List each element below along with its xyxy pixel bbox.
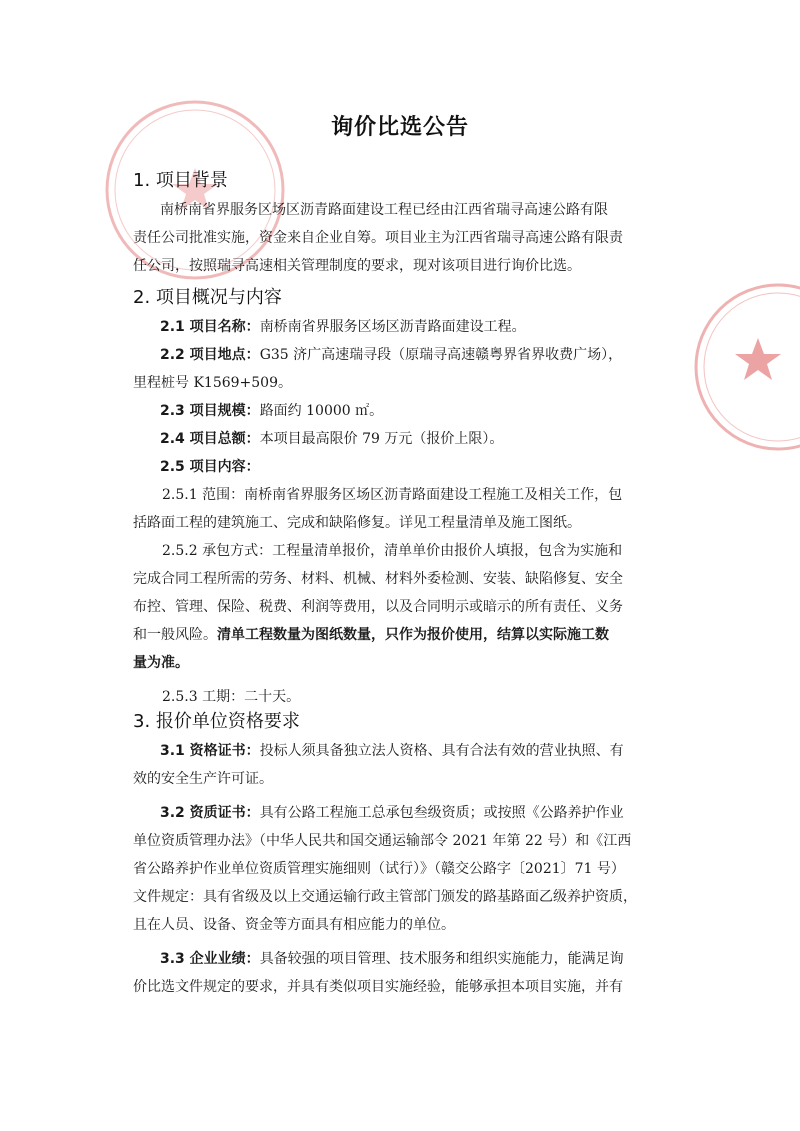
item-text: 本项目最高限价 79 万元（报价上限）。 (259, 431, 504, 447)
item-text: 具备较强的项目管理、技术服务和组织实施能力，能满足询 (259, 951, 624, 967)
item-text: 投标人须具备独立法人资格、具有合法有效的营业执照、有 (259, 743, 624, 759)
paragraph-line: 责任公司批准实施，资金来自企业自筹。项目业主为江西省瑞寻高速公路有限责 (133, 230, 623, 246)
item-2-3 (133, 397, 673, 425)
item-3-2-cont: 省公路养护作业单位资质管理实施细则（试行）》（赣交公路字〔2021〕71 号） (133, 861, 625, 877)
item-2-5-2-cont: 布控、管理、保险、税费、利润等费用，以及合同明示或暗示的所有责任、义务 (133, 599, 623, 615)
item-2-4 (133, 425, 673, 453)
section-heading-1: 1. 项目背景 (133, 170, 228, 191)
item-3-1-cont: 效的安全生产许可证。 (133, 771, 273, 787)
item-3-2-cont: 且在人员、设备、资金等方面具有相应能力的单位。 (133, 917, 455, 933)
item-2-5-2: 2.5.2 承包方式：工程量清单报价，清单单价由报价人填报，包含为实施和 (162, 543, 623, 559)
item-label: 2.4 项目总额： (160, 431, 260, 447)
item-label: 2.5 项目内容： (160, 459, 260, 475)
project-overview (133, 313, 673, 711)
plain-text: 和一般风险。 (133, 627, 217, 643)
item-text: 南桥南省界服务区场区沥青路面建设工程。 (259, 319, 526, 335)
item-3-2-cont: 单位资质管理办法》（中华人民共和国交通运输部令 2021 年第 22 号）和《江西 (133, 833, 632, 849)
item-2-5-2-bold-end: 量为准。 (133, 655, 189, 671)
item-text: 路面约 10000 ㎡。 (259, 403, 384, 419)
item-2-5-1-cont: 括路面工程的建筑施工、完成和缺陷修复。详见工程量清单及施工图纸。 (133, 515, 581, 531)
item-label: 3.3 企业业绩： (160, 951, 260, 967)
paragraph-line: 任公司，按照瑞寻高速相关管理制度的要求，现对该项目进行询价比选。 (133, 258, 581, 274)
item-2-5-2-cont (133, 621, 673, 649)
item-3-1 (133, 737, 673, 765)
item-2-2 (133, 341, 673, 369)
section-heading-2: 2. 项目概况与内容 (133, 287, 282, 308)
item-label: 2.1 项目名称： (160, 319, 260, 335)
item-3-3 (133, 945, 673, 973)
paragraph-line: 南桥南省界服务区场区沥青路面建设工程已经由江西省瑞寻高速公路有限 (160, 202, 608, 218)
page-title: 询价比选公告 (330, 115, 469, 140)
bold-text: 清单工程数量为图纸数量，只作为报价使用，结算以实际施工数 (217, 627, 609, 643)
item-2-2-cont: 里程桩号 K1569+509。 (133, 375, 292, 391)
item-2-5 (133, 453, 673, 481)
item-2-5-1: 2.5.1 范围：南桥南省界服务区场区沥青路面建设工程施工及相关工作，包 (162, 487, 623, 503)
item-label: 3.2 资质证书： (160, 805, 260, 821)
item-3-2 (133, 799, 673, 827)
qualification-requirements (133, 737, 673, 1001)
company-seal-right (686, 282, 800, 462)
item-label: 2.3 项目规模： (160, 403, 260, 419)
item-2-5-3: 2.5.3 工期：二十天。 (162, 689, 301, 705)
item-3-3-cont: 价比选文件规定的要求，并具有类似项目实施经验，能够承担本项目实施，并有 (133, 979, 623, 995)
item-3-2-cont: 文件规定：具有省级及以上交通运输行政主管部门颁发的路基路面乙级养护资质， (133, 889, 637, 905)
item-label: 3.1 资格证书： (160, 743, 260, 759)
item-text: 具有公路工程施工总承包叁级资质；或按照《公路养护作业 (259, 805, 624, 821)
item-2-1 (133, 313, 673, 341)
background-paragraph (133, 196, 673, 280)
item-label: 2.2 项目地点： (160, 347, 260, 363)
item-2-5-2-cont: 完成合同工程所需的劳务、材料、机械、材料外委检测、安装、缺陷修复、安全 (133, 571, 623, 587)
item-text: G35 济广高速瑞寻段（原瑞寻高速赣粤界省界收费广场）， (259, 347, 623, 363)
section-heading-3: 3. 报价单位资格要求 (133, 711, 300, 732)
